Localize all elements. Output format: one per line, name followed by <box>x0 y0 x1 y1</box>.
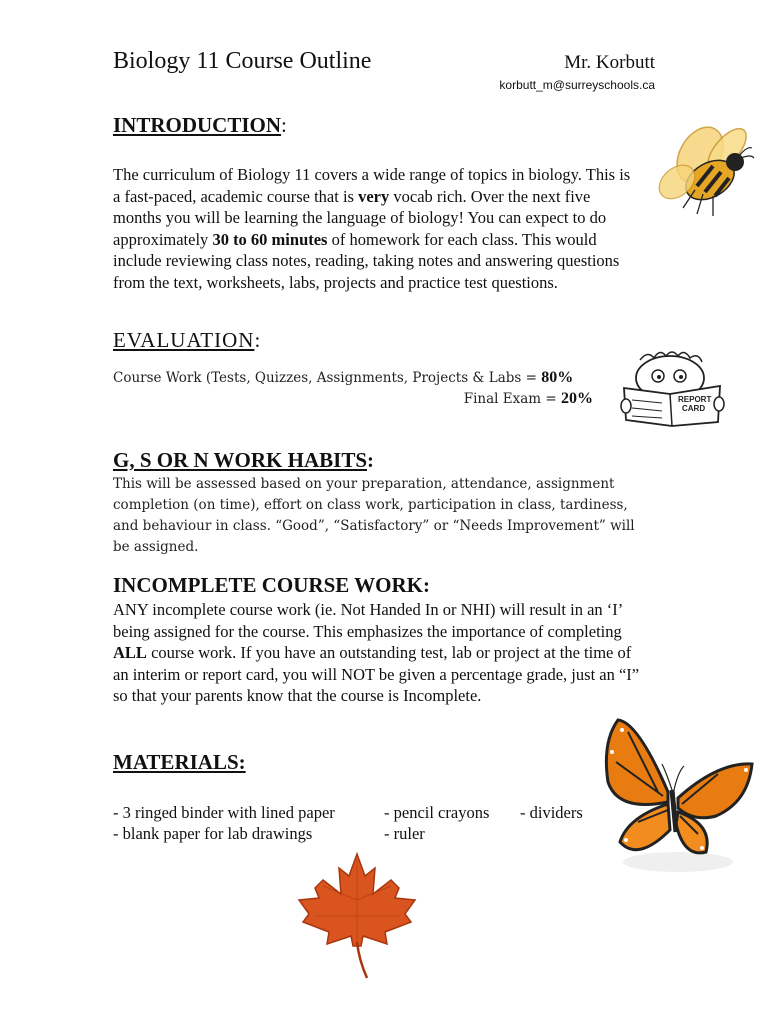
incomplete-paragraph: ANY incomplete course work (ie. Not Handed In or NHI) will result in an ‘I’ being assigned for the course. This emphasizes the importance of completing ALL course work. If you have an outstanding test, lab or project at the time of an interim or report card, you will NOT be given a percentage grade, just an “I” so that your parents know that the course is Incomplete. <box>113 600 640 705</box>
introduction-paragraph: The curriculum of Biology 11 covers a wide range of topics in biology. This is a fast-paced, academic course that is very vocab rich. Over the next five months you will be learning the language of biology! You can expect to do approximately 30 to 60 minutes of homework for each class. This would include reviewing class notes, reading, taking notes and answering questions from the text, worksheets, labs, projects and practice test questions. <box>113 165 631 292</box>
report-card-illustration <box>620 348 725 428</box>
incomplete-heading: INCOMPLETE COURSE WORK: <box>113 573 430 597</box>
evaluation-final-exam: Final Exam = 20% <box>463 390 593 407</box>
teacher-email: korbutt_m@surreyschools.ca <box>499 78 655 92</box>
report-card-label-2: CARD <box>682 404 706 413</box>
report-card-label-1: REPORT <box>678 395 712 404</box>
materials-item-ruler: - ruler <box>384 824 425 843</box>
maple-leaf-illustration <box>295 850 420 980</box>
introduction-heading: INTRODUCTION: <box>113 113 287 137</box>
materials-item-pencil-crayons: - pencil crayons <box>384 803 490 822</box>
teacher-name: Mr. Korbutt <box>564 52 655 73</box>
materials-item-dividers: - dividers <box>520 803 583 822</box>
materials-item-binder: - 3 ringed binder with lined paper <box>113 803 335 822</box>
bee-illustration <box>655 120 755 220</box>
evaluation-course-work: Course Work (Tests, Quizzes, Assignments, Projects & Labs = 80% <box>113 369 574 386</box>
materials-heading: MATERIALS: <box>113 750 246 774</box>
materials-item-blank-paper: - blank paper for lab drawings <box>113 824 313 843</box>
butterfly-illustration <box>598 712 758 877</box>
evaluation-heading: EVALUATION: <box>113 328 262 352</box>
work-habits-heading: G, S OR N WORK HABITS: <box>113 448 374 472</box>
document-title: Biology 11 Course Outline <box>113 48 372 74</box>
work-habits-paragraph: This will be assessed based on your preparation, attendance, assignment completion (on time), effort on class work, participation in class, tardiness, and behaviour in class. “Good”, “Satisfactory” or “Needs Improvement” will be assigned. <box>113 476 635 555</box>
